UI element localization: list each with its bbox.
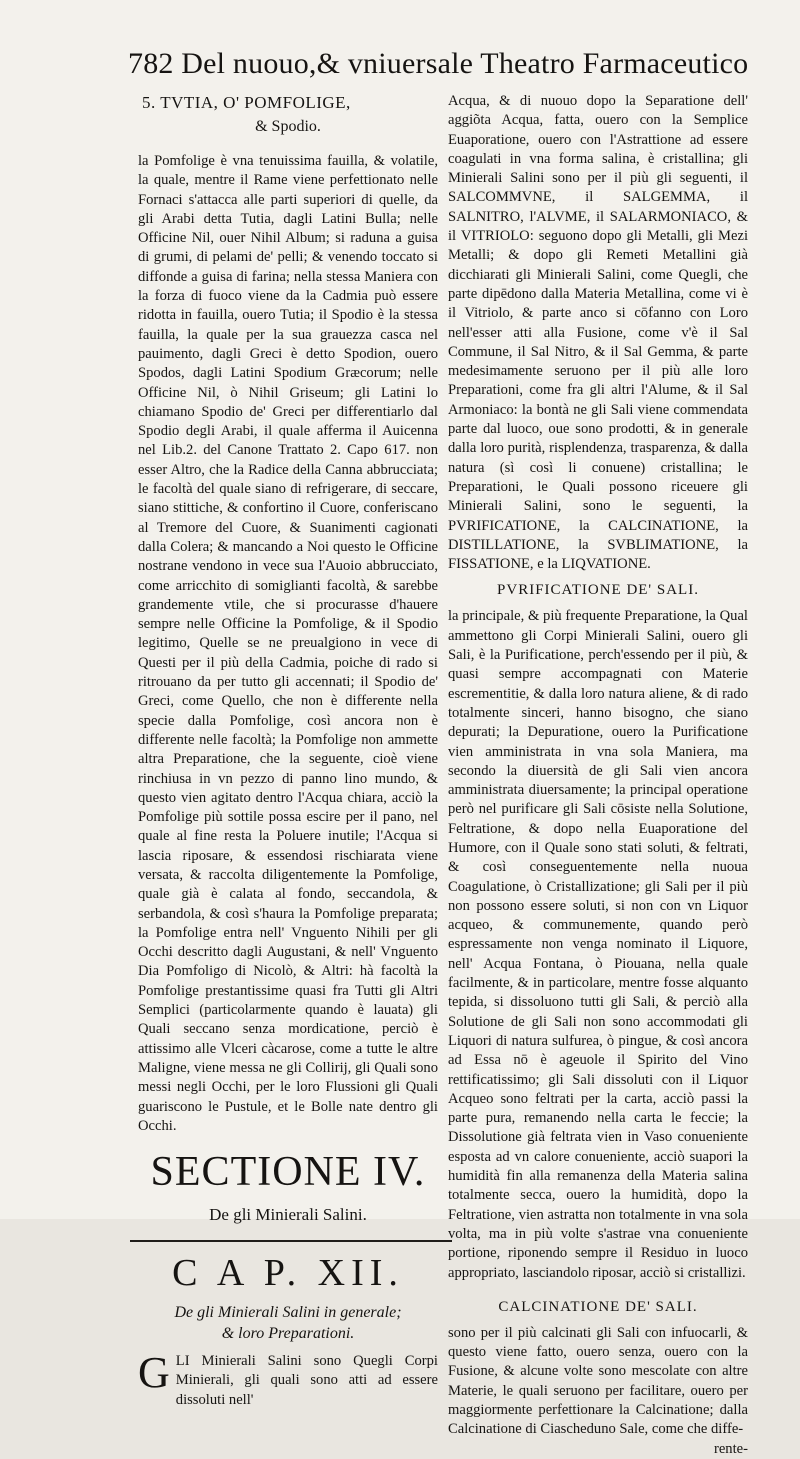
- divider-rule: [130, 1240, 452, 1242]
- left-column: [138, 92, 438, 1410]
- catchword: rente-: [713, 1440, 748, 1457]
- pomfolige-paragraph: la Pomfolige è vna tenuissima fauilla, & volatile, la quale, mentre il Rame viene perfettionato nelle Fornaci s'attacca alle parti superiori di quelle, da gli Arabi detta Tutia, dagli Latini Bulla; nelle Officine Nil, ouer Nihil Album; si raduna a guisa di grumi, di pelami de' pelli; & venendo toccato si diffonde a guisa di farina; nella stessa Maniera con la forza di fuoco viene da la Cadmia può essere ridotta in fauilla, ouero Tutia; il Spodio è la stessa fauilla, la quale per la sua grauezza casca nel pauimento, dagli Greci è detto Spodion, ouero Spodos, dagli Latini Spodium Græcorum; nelle Officine Nil, ò Nihil Griseum; gli Latini lo chiamano Spodio de' Greci per differentiarlo dal Spodio degli Arabi, il quale afferma il Auicenna nel Lib.2. del Canone Trattato 2. Capo 617. non esser Altro, che la Radice della Canna abbrucciata; le facoltà del quale siano di refrigerare, di seccare, siano stittiche, & confortino il Cuore, conferiscano al Tremore del Cuore, & Suanimenti cagionati dalla Colera; & mancando a Noi questo le Officine nostrane vendono in vece sua l'Auoio abbrucciato, come arricchito di somiglianti facoltà, & sarebbe grandemente vtile, che si procurasse d'hauere sempre nelle Officine la Pomfolige, & il Spodio legitimo, Quelle se ne preualgiono in vece di Questi per il più della Cadmia, poiche di rado si ritrouano da per tutto gli accennati; il Spodio de' Greci, come Quello, che non è differente nella specie dalla Pomfolige, così ancora non è differente nelle facoltà; la Pomfolige non ammette altra Preparatione, che la seguente, cioè viene rinchiusa in vn pezzo di panno lino mundo, & questo vien agitato dentro l'Acqua chiara, acciò la Pomfolige più sottile possa escire per il pano, nel quale al fine resta la Poluere inutile; l'Acqua si lascia riposare, & essendosi rischiarata viene versata, & raccolta diligentemente la Pomfolige, quale già è calata al fondo, seccandola, & serbandola, & così s'haura la Pomfolige preparata; la Pomfolige entra nell' Vnguento Nihili per gli Occhi descritto dagli Augustani, & nell' Vnguento Dia Pomfoligo di Nicolò, & Altri: hà facoltà la Pomfolige prestantissime quasi fra Tutti gli Altri Semplici (particolarmente quando è lauata) gli Quali seccano senza mordicatione, perciò è attissimo alle Vlceri càcarose, come a tutte le altre Maligne, viene messa ne gli Collirij, gli Quali sono messi negli Occhi, per le loro Flussioni gli Quali guariscono le Pustule, et le Bolle nate dentro gli Occhi.: [138, 153, 438, 1134]
- section-5-title: 5. TVTIA, O' POMFOLIGE,: [142, 93, 351, 112]
- calcinatione-paragraph: sono per il più calcinati gli Sali con infuocarli, & questo viene fatto, ouero senza, ouero con la Fusione, & alcune volte sono mescolate con altre Materie, le quali seruono per facilitare, ouero per maggiormente perfettionare la Calcinatione; dalla Calcinatione di Ciascheduno Sale, come che diffe-: [448, 1324, 748, 1438]
- chapter-subtitle-line-1: De gli Minierali Salini in generale;: [174, 1304, 402, 1322]
- purificatione-heading: PVRIFICATIONE DE' SALI.: [497, 582, 699, 599]
- chapter-subtitle: [138, 1302, 438, 1344]
- section-iv-subtitle: De gli Minierali Salini.: [209, 1205, 367, 1225]
- right-column: [448, 92, 748, 1459]
- section-iv-heading: SECTIONE IV.: [150, 1149, 426, 1196]
- purificatione-paragraph: la principale, & più frequente Preparatione, la Qual ammettono gli Corpi Minierali Salini, ouero gli Sali, è la Purificatione, perch'essendo per il più, & quasi sempre accompagnati con Materie escrementitie, & dalla loro natura aliene, & di rado totalmente sinceri, hanno bisogno, che siano depurati; la Depuratione, ouero la Purificatione vien amministrata in vna sola Maniera, ma secondo la diuersità de gli Sali vien ancora amministrata diuersamente; la principal operatione però nel purificare gli Sali cōsiste nella Solutione, Feltratione, & dopo nella Euaporatione del Humore, con il Quale sono stati soluti, & feltrati, & così conseguentemente nella nuoua Coagulatione, ò Cristallizatione; gli Sali per il più non possono essere soluti, si non con vn Liquor acqueo, & communemente, quando però espressamente non venga nominato il Liquore, nell' Acqua Fontana, ò Piouana, nella quale facilmente, & in particolare, mentre fosse alquanto tepida, si dissoluono tutti gli Sali, & perciò alla Solutione de gli Sali non sono accommodati gli Liquori di natura sulfurea, ò pingue, & così ancora ad Essa nō è ageuole il Spirito del Vino rettificatissimo; gli Sali dissoluti con il Liquor Acqueo sono feltrati per la carta, acciò passi la parte pura, remanendo nella carta le feccie; la Dissolutione già feltrata vien in Vaso conueniente esposta ad vn calore conueniente, acciò suapori la humidità fin alla remanenza della Materia salina totalmente secca, ouero la humidità, dopo la Feltratione, vien astratta non totalmente in vna sola volta, ma in più volte s'astrae vna conueniente portione, riponendo sempre il Residuo in luoco appropriato, lasciandolo riposar, acciò si cristallizi.: [448, 608, 748, 1281]
- minierali-intro-text: LI Minierali Salini sono Quegli Corpi Minierali, gli quali sono atti ad essere dissoluti nell': [175, 1353, 438, 1408]
- chapter-subtitle-line-2: & loro Preparationi.: [221, 1325, 355, 1343]
- running-header: 782 Del nuouo,& vniuersale Theatro Farmaceutico: [128, 47, 749, 80]
- continuation-paragraph: Acqua, & di nuouo dopo la Separatione dell' aggiõta Acqua, fatta, ouero con la Semplice Euaporatione, ouero con l'Astrattione ad essere coagulati in vna forma salina, è cristallina; gli Minierali Salini sono per il più gli seguenti, il SALCOMMVNE, il SALGEMMA, il SALNITRO, l'ALVME, il SALARMONIACO, & il VITRIOLO: seguono dopo gli Metalli, gli Mezi Metalli; & dopo gli Remeti Metallini già dicchiarati gli Minierali Salini, come Quegli, che parte dipēdono dalla Materia Metallina, come vi è il Vitriolo, & parte anco si cōfanno con Loro nell'esser atti alla Fusione, come v'è il Sal Commune, il Sal Nitro, & il Sal Gemma, & parte medesimamente seruono per il più alle loro Preparationi, come fra gli altri l'Alume, & il Sal Armoniaco: la bontà ne gli Sali viene commendata parte dal luoco, oue sono prodotti, & in generale dalla loro purità, risplendenza, trasparenza, & dalla natura (sì così li conuene) cristallina; le Preparationi, le Quali possono riceuere gli Minierali Salini, sono le seguenti, la PVRIFICATIONE, la CALCINATIONE, la DISTILLATIONE, la SVBLIMATIONE, la FISSATIONE, e la LIQVATIONE.: [448, 93, 748, 573]
- calcinatione-heading: CALCINATIONE DE' SALI.: [498, 1298, 698, 1315]
- minierali-intro-paragraph: [138, 1348, 438, 1410]
- drop-cap: G: [138, 1348, 170, 1398]
- chapter-heading: C A P. XII.: [172, 1252, 404, 1295]
- section-5-subtitle: & Spodio.: [255, 118, 321, 135]
